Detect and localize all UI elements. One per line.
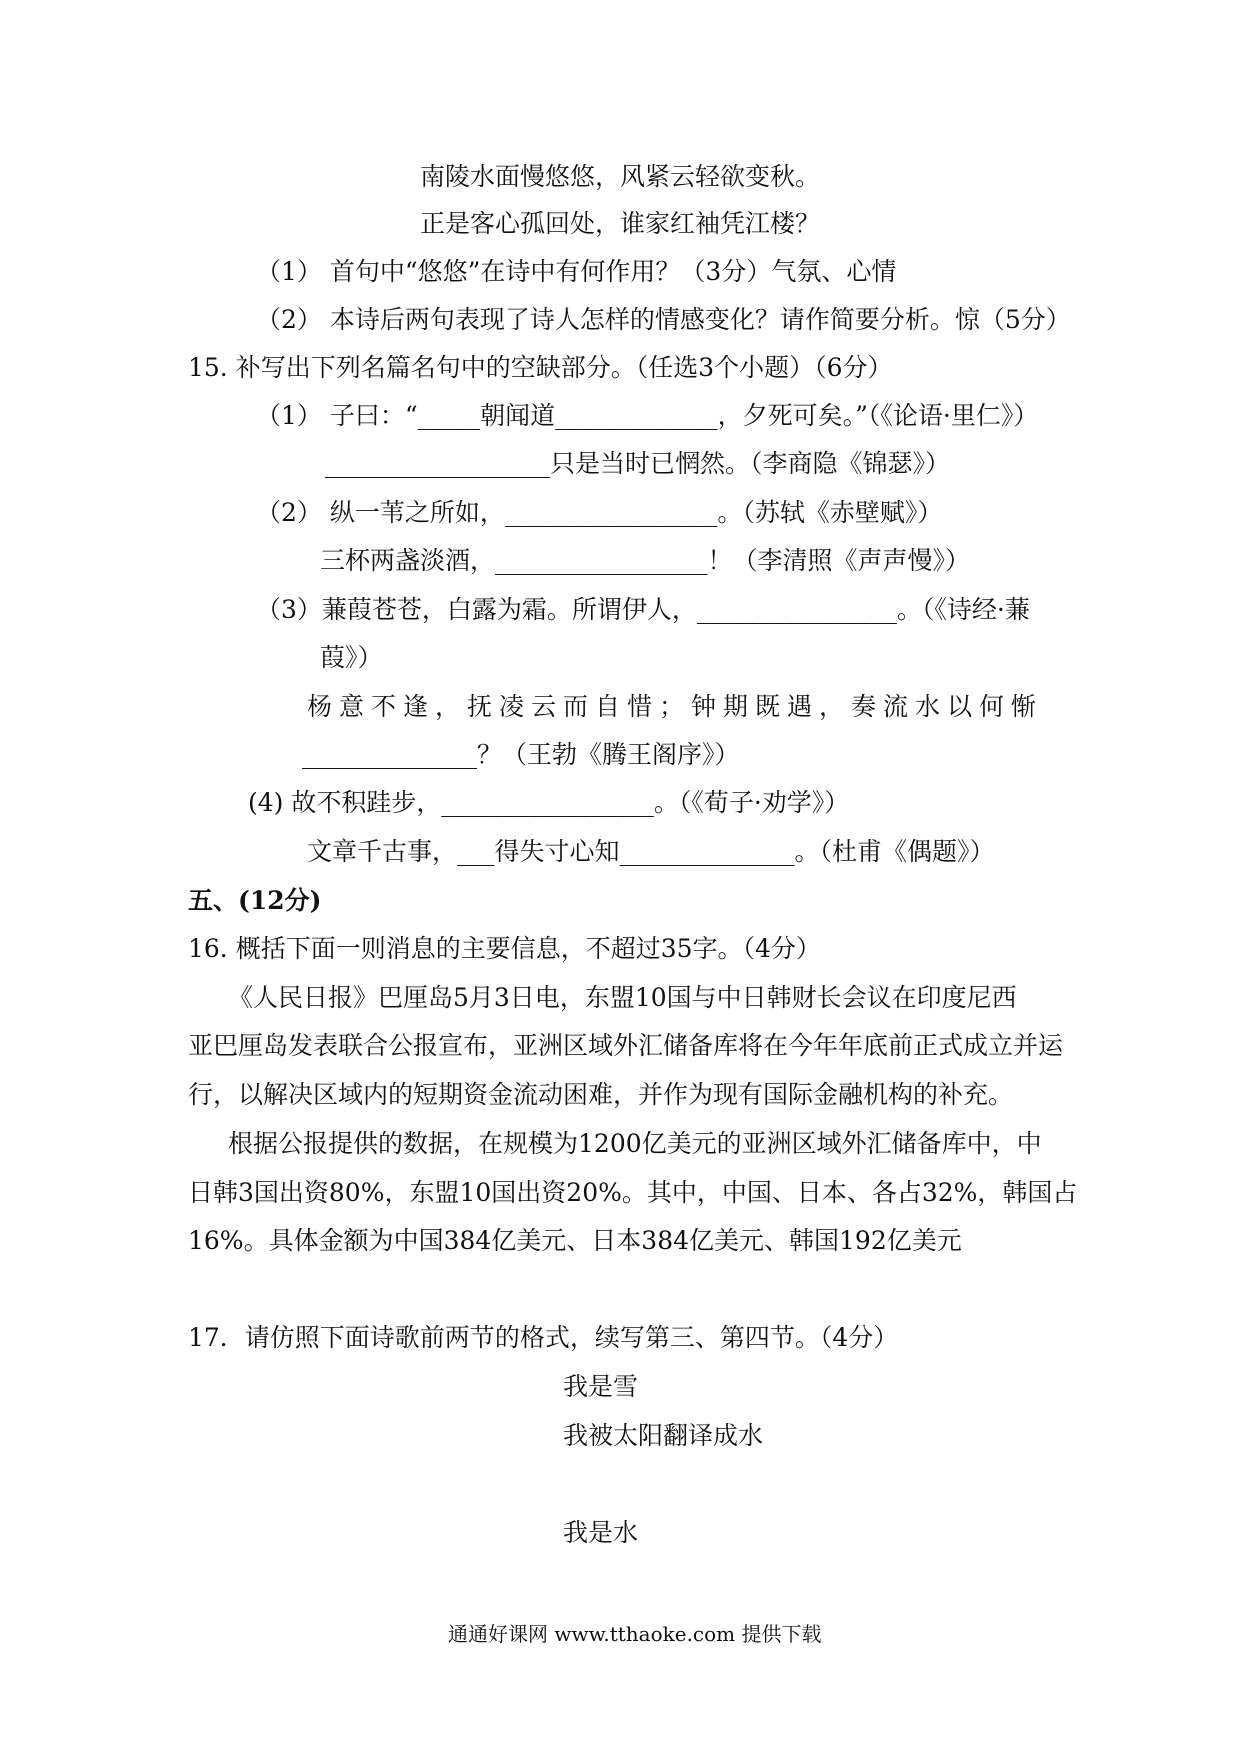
- question-15-item-3-b: 杨意不逢，抚凌云而自惜；钟期既遇，奏流水以何惭: [307, 692, 1044, 721]
- question-15-item-3-b-cont: ______________？（王勃《腾王阁序》）: [302, 740, 740, 769]
- footer-text: 通通好课网 www.tthaoke.com 提供下载: [448, 1622, 822, 1646]
- question-15-stem: 15. 补写出下列名篇名句中的空缺部分。（任选3个小题）（6分）: [188, 353, 893, 382]
- poem-verse-1: 我是雪: [563, 1372, 639, 1401]
- poem-line-1: 南陵水面慢悠悠，风紧云轻欲变秋。: [420, 162, 821, 191]
- question-16-paragraph-1-line-3: 行，以解决区域内的短期资金流动困难，并作为现有国际金融机构的补充。: [188, 1080, 1014, 1109]
- question-14-sub-1: （1） 首句中“悠悠”在诗中有何作用？（3分）气氛、心情: [256, 257, 897, 286]
- question-15-item-3-a: （3）蒹葭苍苍，白露为霜。所谓伊人，________________。（《诗经·蒹: [256, 595, 1030, 624]
- question-16-stem: 16. 概括下面一则消息的主要信息，不超过35字。（4分）: [188, 934, 821, 963]
- question-15-item-1-a: （1） 子曰：“_____朝闻道_____________，夕死可矣。”（《论语·里仁》）: [256, 401, 1039, 430]
- question-15-item-1-b: __________________只是当时已惘然。（李商隐《锦瑟》）: [325, 449, 951, 478]
- question-14-sub-2: （2） 本诗后两句表现了诗人怎样的情感变化？请作简要分析。惊（5分）: [256, 305, 1071, 334]
- question-15-item-4-a: (4) 故不积跬步，_________________。（《荀子·劝学》）: [248, 788, 850, 817]
- section-5-heading: 五、(12分): [188, 886, 322, 915]
- poem-verse-2: 我被太阳翻译成水: [563, 1421, 764, 1450]
- question-16-paragraph-2-line-2: 日韩3国出资80%，东盟10国出资20%。其中，中国、日本、各占32%，韩国占: [188, 1178, 1078, 1207]
- poem-verse-3: 我是水: [563, 1518, 639, 1547]
- question-15-item-2-a: （2） 纵一苇之所如，_________________。（苏轼《赤壁赋》）: [256, 498, 943, 527]
- question-16-paragraph-2-line-1: 根据公报提供的数据，在规模为1200亿美元的亚洲区域外汇储备库中，中: [228, 1129, 1042, 1158]
- question-16-paragraph-2-line-3: 16%。具体金额为中国384亿美元、日本384亿美元、韩国192亿美元: [188, 1226, 962, 1255]
- question-16-paragraph-1-line-1: 《人民日报》巴厘岛5月3日电，东盟10国与中日韩财长会议在印度尼西: [228, 983, 1017, 1012]
- poem-line-2: 正是客心孤回处，谁家红袖凭江楼？: [420, 209, 821, 238]
- question-15-item-2-b: 三杯两盏淡酒，_________________！（李清照《声声慢》）: [320, 546, 971, 575]
- question-17-stem: 17．请仿照下面诗歌前两节的格式，续写第三、第四节。（4分）: [188, 1323, 899, 1352]
- question-15-item-3-a-cont: 葭》）: [320, 643, 383, 672]
- question-16-paragraph-1-line-2: 亚巴厘岛发表联合公报宣布，亚洲区域外汇储备库将在今年年底前正式成立并运: [188, 1031, 1064, 1060]
- question-15-item-4-b: 文章千古事，___得失寸心知______________。（杜甫《偶题》）: [307, 837, 995, 866]
